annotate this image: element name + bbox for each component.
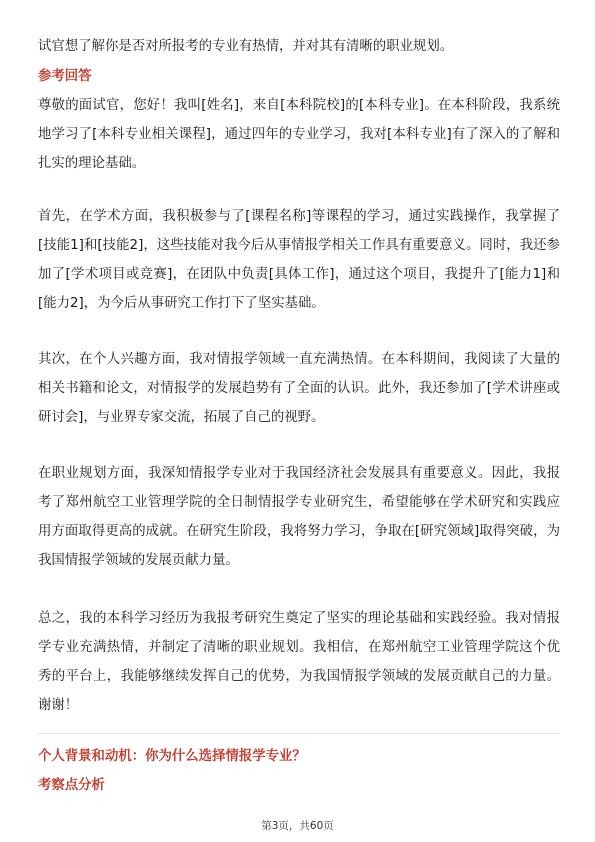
answer-paragraph-5: 总之，我的本科学习经历为我报考研究生奠定了坚实的理论基础和实践经验。我对情报学专业充满热情，并制定了清晰的职业规划。我相信，在郑州航空工业管理学院这个优秀的平台上，我能够继续发挥自己的优势，为我国情报学领域的发展贡献自己的力量。谢谢！ <box>38 611 560 713</box>
intro-text: 试官想了解你是否对所报考的专业有热情，并对其有清晰的职业规划。 <box>38 39 454 54</box>
section-divider <box>38 733 560 734</box>
analysis-heading: 考察点分析 <box>38 778 105 793</box>
answer-paragraph-2: 首先，在学术方面，我积极参与了[课程名称]等课程的学习，通过实践操作，我掌握了[技能1]和[技能2]，这些技能对我今后从事情报学相关工作具有重要意义。同时，我还参加了[学术项目或竞赛]，在团队中负责[具体工作]，通过这个项目，我提升了[能力1]和[能力2]，为今后从事研究工作打下了坚实基础。 <box>38 209 560 311</box>
reference-answer-heading: 参考回答 <box>38 69 92 84</box>
next-question-heading: 个人背景和动机：你为什么选择情报学专业？ <box>38 749 306 764</box>
answer-paragraph-1: 尊敬的面试官，您好！我叫[姓名]，来自[本科院校]的[本科专业]。在本科阶段，我系统地学习了[本科专业相关课程]，通过四年的专业学习，我对[本科专业]有了深入的了解和扎实的理论基础。 <box>38 98 560 171</box>
answer-paragraph-3: 其次，在个人兴趣方面，我对情报学领域一直充满热情。在本科期间，我阅读了大量的相关书籍和论文，对情报学的发展趋势有了全面的认识。此外，我还参加了[学术讲座或研讨会]，与业界专家交流，拓展了自己的视野。 <box>38 352 560 425</box>
page-footer: 第3页，共60页 <box>261 820 334 832</box>
answer-paragraph-4: 在职业规划方面，我深知情报学专业对于我国经济社会发展具有重要意义。因此，我报考了郑州航空工业管理学院的全日制情报学专业研究生，希望能够在学术研究和实践应用方面取得更高的成就。在研究生阶段，我将努力学习，争取在[研究领域]取得突破，为我国情报学领域的发展贡献力量。 <box>38 466 560 568</box>
